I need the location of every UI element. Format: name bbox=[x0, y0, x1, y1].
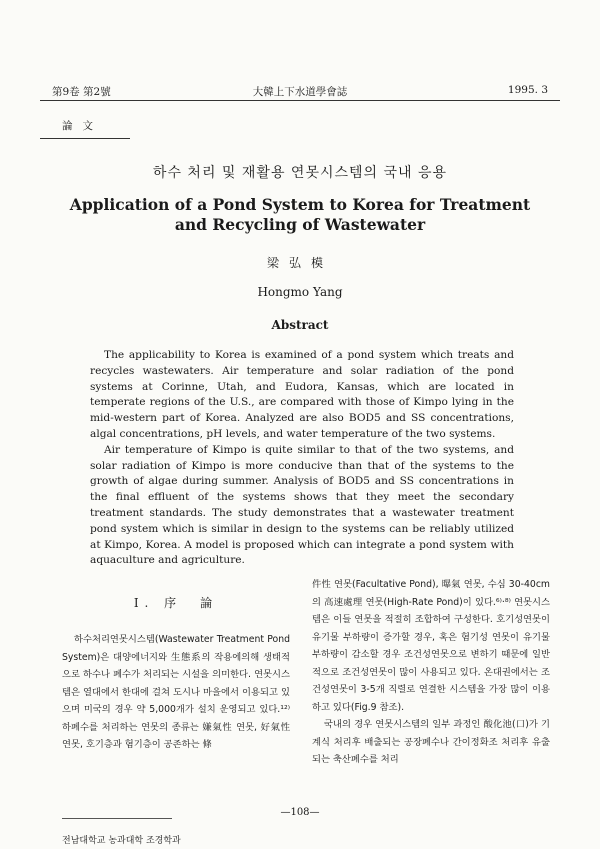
intro-paragraph-1: 하수처리연못시스템(Wastewater Treatment Pond System)은 대양에너지와 生態系의 작용에의해 생태적으로 하수나 폐수가 처리되는 시설을 의미한다. 연못시스템은 열대에서 한대에 걸쳐 도시나 마을에서 이용되고 있으며 미국의 경우 약 5,000개가 설치 운영되고 있다.¹²⁾ 하폐수를 처리하는 연못의 종류는 嫌氣性 연못, 好氣性 연못, 호기층과 혐기층이 공존하는 條 bbox=[62, 634, 290, 750]
footnote-rule bbox=[62, 818, 172, 819]
page-number: —108— bbox=[280, 807, 320, 818]
abstract-heading: Abstract bbox=[271, 318, 329, 332]
abstract-body bbox=[90, 348, 514, 569]
header-rule bbox=[40, 100, 560, 101]
issue-date: 1995. 3 bbox=[507, 84, 548, 96]
author-english: Hongmo Yang bbox=[257, 285, 343, 299]
author-affiliation: 전남대학교 농과대학 조경학과 bbox=[62, 836, 181, 846]
intro-paragraph-2: 국내의 경우 연못시스템의 일부 과정인 酸化池(口)가 기계식 처리후 배출되는 공장폐수나 간이정화조 처리후 유출되는 축산폐수를 처리 bbox=[312, 719, 550, 765]
author-hanja: 梁弘模 bbox=[266, 256, 333, 270]
section-label: 論文 bbox=[62, 120, 103, 132]
running-header bbox=[40, 84, 560, 100]
journal-name: 大韓上下水道學會誌 bbox=[252, 86, 348, 98]
title-english: Application of a Pond System to Korea for Treatment and Recycling of Wastewater bbox=[69, 195, 531, 234]
section-heading-introduction: I. 序 論 bbox=[133, 596, 219, 610]
abstract-paragraph-2: Air temperature of Kimpo is quite similar to that of the two systems, and solar radiation of Kimpo is more conducive than that of the systems to the growth of algae during summer. Analysis of BOD5 and SS concentrations in the final effluent of the systems shows that they meet the secondary treatment standards. The study demonstrates that a wastewater treatment pond system which is similar in design to the systems can be reliably utilized at Kimpo, Korea. A model is proposed which can integrate a pond system with aquaculture and agriculture. bbox=[90, 443, 514, 567]
section-label-rule bbox=[40, 138, 130, 139]
left-column bbox=[62, 594, 290, 754]
abstract-paragraph-1: The applicability to Korea is examined of a pond system which treats and recycles wastewaters. Air temperature and solar radiation of the pond systems at Corinne, Utah, and Eudora, Kansas, which are located in temperate regions of the U.S., are compared with those of Kimpo lying in the mid-western part of Korea. Analyzed are also BOD5 and SS concentrations, algal concentrations, pH levels, and water temperature of the two systems. bbox=[90, 349, 514, 440]
title-korean: 하수 처리 및 재활용 연못시스템의 국내 응용 bbox=[152, 165, 448, 181]
right-column bbox=[312, 576, 550, 769]
volume-issue: 第9卷 第2號 bbox=[52, 86, 111, 98]
intro-paragraph-continued: 件性 연못(Facultative Pond), 曝氣 연못, 수심 30-40cm의 高速處理 연못(High-Rate Pond)이 있다.⁶⁾·⁸⁾ 연못시스템은 이들 연못을 적절히 조합하여 구성한다. 호기성연못이 유기물 부하량이 증가할 경우, 혹은 혐기성 연못이 유기물 부하량이 감소할 경우 조건성연못으로 변하기 때문에 일반적으로 조건성연못이 많이 사용되고 있다. 온대권에서는 조건성연못이 3-5개 직렬로 연결한 시스템을 가장 많이 이용하고 있다(Fig.9 참조). bbox=[312, 579, 550, 713]
